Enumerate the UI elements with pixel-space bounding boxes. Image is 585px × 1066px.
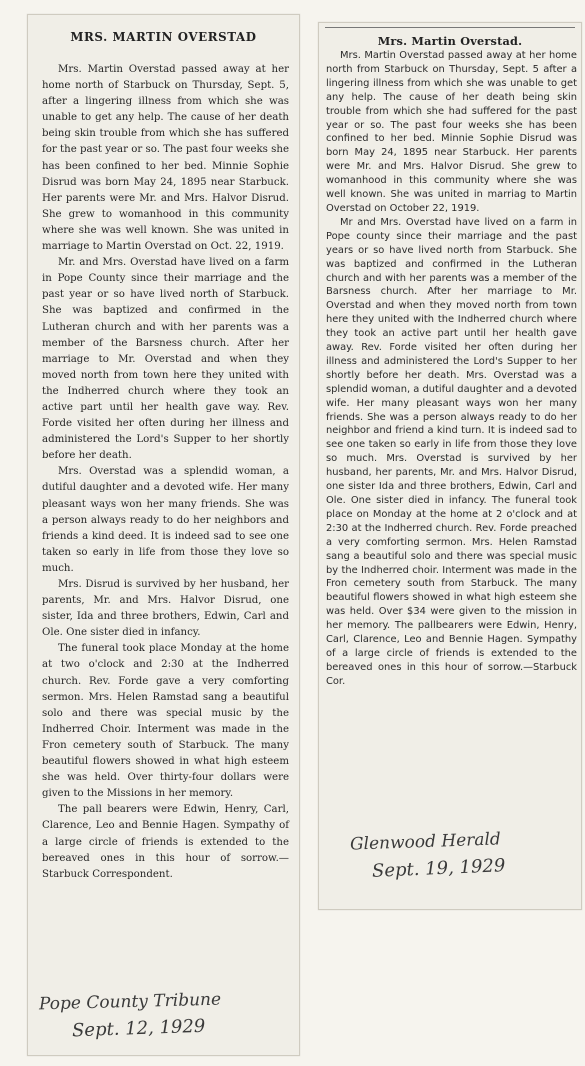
top-rule — [325, 27, 575, 28]
handwritten-date-right: Sept. 19, 1929 — [371, 855, 506, 882]
left-paragraph-3: Mrs. Overstad was a splendid woman, a dutiful daughter and a devoted wife. Her many pleasant ways won her many friends. She was a person always ready to do her neighbors and friends a kind deed. It is indeed sad to see one taken so early in life from those they love so much. — [42, 466, 289, 574]
handwritten-source-left: Pope County Tribune — [38, 989, 222, 1015]
left-paragraph-4: Mrs. Disrud is survived by her husband, her parents, Mr. and Mrs. Halvor Disrud, one sister, Ida and three brothers, Edwin, Carl and Ole. One sister died in infancy. — [42, 579, 289, 639]
left-newspaper-clipping — [27, 14, 300, 1056]
left-paragraph-2: Mr. and Mrs. Overstad have lived on a farm in Pope County since their marriage and the past year or so have lived north of Starbuck. She was baptized and confirmed in the Lutheran church and with her parents was a member of the Barsness church. After her marriage to Mr. Overstad and when they moved north from town here they united with the Indherred church where they took an active part until her health gave way. Rev. Forde visited her often during her illness and administered the Lord's Supper to her shortly before her death. — [42, 257, 289, 462]
right-newspaper-clipping — [318, 22, 582, 910]
handwritten-source-right: Glenwood Herald — [349, 829, 502, 855]
right-paragraph-1: Mrs. Martin Overstad passed away at her home north from Starbuck on Thursday, Sept. 5 after a lingering illness from which she was unable to get any help. The cause of her death being skin trouble from which she had suffered for the past year or so. The past four weeks she has been confined to her bed. Minnie Sophie Disrud was born May 24, 1895 near Starbuck. Her parents were Mr. and Mrs. Halvor Disrud. She grew to womanhood in this community where she was well known. She was united in marriag to Martin Overstad on October 22, 1919. — [326, 50, 577, 214]
left-paragraph-5: The funeral took place Monday at the home at two o'clock and 2:30 at the Indherred church. Rev. Forde gave a very comforting sermon. Mrs. Helen Ramstad sang a beautiful solo and there was special music by the Indherred Choir. Interment was made in the Fron cemetery south of Starbuck. The many beautiful flowers showed in what high esteem she was held. Over thirty-four dollars were given to the Missions in her memory. — [42, 643, 289, 800]
left-clipping-body — [42, 62, 289, 883]
right-clipping-body — [326, 49, 577, 689]
handwritten-date-left: Sept. 12, 1929 — [71, 1015, 206, 1042]
left-paragraph-1: Mrs. Martin Overstad passed away at her home north of Starbuck on Thursday, Sept. 5, after a lingering illness from which she was unable to get any help. The cause of her death being skin trouble from which she has suffered for the past year or so. The past four weeks she has been confined to her bed. Minnie Sophie Disrud was born May 24, 1895 near Starbuck. Her parents were Mr. and Mrs. Halvor Disrud. She grew to womanhood in this community where she was well known. She was united in marriage to Martin Overstad on Oct. 22, 1919. — [42, 64, 289, 253]
left-paragraph-6: The pall bearers were Edwin, Henry, Carl, Clarence, Leo and Bennie Hagen. Sympathy of a large circle of friends is extended to the bereaved ones in this hour of sorrow.—Starbuck Correspondent. — [42, 804, 289, 880]
right-paragraph-2: Mr and Mrs. Overstad have lived on a farm in Pope county since their marriage and the past years or so have lived north from Starbuck. She was baptized and confirmed in the Lutheran church and with her parents was a member of the Barsness church. After her marriage to Mr. Overstad and when they moved north from town here they united with the Indherred church where they took an active part until her health gave away. Rev. Forde visited her often during her illness and administered the Lord's Supper to her shortly before her death. Mrs. Overstad was a splendid woman, a dutiful daughter and a devoted wife. Her many pleasant ways won her many friends. She was a person always ready to do her neighbor and friend a kind turn. It is indeed sad to see one taken so early in life from those they love so much. Mrs. Overstad is survived by her husband, her parents, Mr. and Mrs. Halvor Disrud, one sister Ida and three brothers, Edwin, Carl and Ole. One sister died in infancy. The funeral took place on Monday at the home at 2 o'clock and at 2:30 at the Indherred church. Rev. Forde preached a very comforting sermon. Mrs. Helen Ramstad sang a beautiful solo and there was special music by the Indherred choir. Interment was made in the Fron cemetery south from Starbuck. The many beautiful flowers showed in what high esteem she was held. Over $34 were given to the mission in her memory. The pallbearers were Edwin, Henry, Carl, Clarence, Leo and Bennie Hagen. Sympathy of a large circle of friends is extended to the bereaved ones in this hour of sorrow.—Starbuck Cor. — [326, 216, 577, 687]
left-clipping-title: MRS. MARTIN OVERSTAD — [70, 30, 257, 44]
right-clipping-title: Mrs. Martin Overstad. — [377, 34, 523, 48]
